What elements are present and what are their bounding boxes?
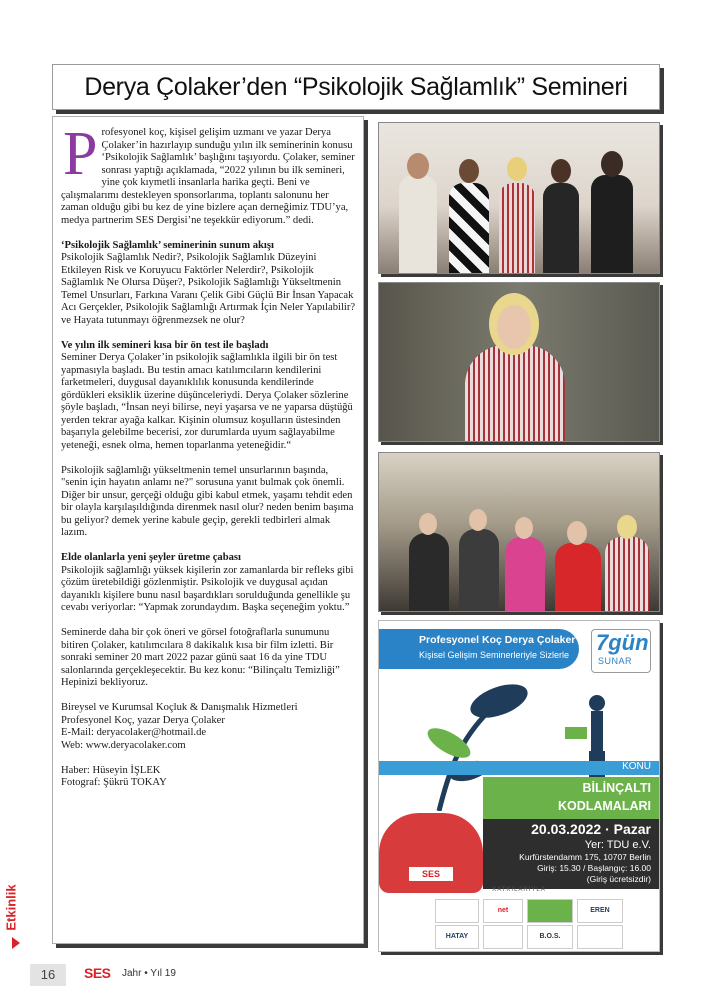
event-times: Giriş: 15.30 / Başlangıç: 16.00	[537, 863, 651, 873]
contributors-label: KATKILARIYLA	[492, 887, 546, 893]
section-sidebar	[3, 874, 30, 944]
logo-subtext: SUNAR	[598, 656, 633, 666]
ses-logo: SES	[409, 867, 453, 881]
credit-news: Haber: Hüseyin İŞLEK	[61, 764, 161, 776]
sponsor-logo	[591, 629, 651, 673]
section-elements: Psikolojik sağlamlığı yükseltmenin temel unsurlarının başında, "senin için hayatın anlamı ne?" sorusuna yanıt bulmak çok önemli. Diğer bir unsur, gerçeği olduğu gibi kabul etmek, yaşamı tehdit eden bir olayla karşılaşıldığında direnmek nasıl olur? neden benim başıma bu geliyor? demek yerine kabule geçip, gerekli tedbirleri almak lazım.	[61, 464, 354, 538]
section-heading-flow: ‘Psikolojik Sağlamlık’ seminerinin sunum akışı	[61, 239, 274, 251]
credits-block	[61, 765, 357, 790]
arrow-icon	[12, 937, 20, 949]
section-body-pretest: Seminer Derya Çolaker’in psikolojik sağlamlıkla ilgili bir ön test yapmasıyla başladı. Bu testin amacı katılımcıların kendilerini farketmeleri, duygusal dayanıklılık konusunda kendilerinde gördükleri eksiklik üzerine düşünceleriydi. Derya Çolaker sözlerine şöyle başladı, “İnsan neyi bilirse, neyi yaşarsa ve ne yaparsa düştüğü yerden tekrar ayağa kalkar. Kişinin olumsuz koşulların üstesinden başarıyla gelebilme becerisi, zor durumlarda uyum sağlayabilme yeteneği, esnek olma, hemen toparlanma yeteneğidir.“	[61, 352, 353, 451]
section-produce	[61, 552, 357, 615]
event-entry: (Giriş ücretsizdir)	[586, 874, 651, 884]
section-label: Etkinlik	[3, 884, 19, 931]
section-closing: Seminerde daha bir çok öneri ve görsel fotoğraflarla sunumunu bitiren Çolaker, katılımcılara 8 dakikalık kısa bir film izletti. Bir sonraki seminer 20 mart 2022 pazar günü saat 16 da yine TDU salonlarında gerçekleşecektir. Bu kez konu: “Bilinçaltı Temizliği” Hepinizi bekliyoruz.	[61, 627, 340, 688]
sponsor-net: net	[483, 899, 523, 923]
section-pretest	[61, 340, 357, 453]
sponsor-logo	[527, 899, 573, 923]
photo-speaker	[378, 282, 660, 442]
poster-header-subtitle: Kişisel Gelişim Seminerleriyle Sizlerle	[419, 650, 570, 660]
brain-illustration	[379, 813, 483, 893]
section-body-produce: Psikolojik sağlamlığı yüksek kişilerin zor zamanlarda bir refleks gibi çözüm üretebildiği gözlenmiştir. Psikolojik ve duygusal açıdan dayanıklı kişilere bunu nasıl başardıkları sorulduğunda genellikle şu cevabı veriyorlar: “Yapmak zorundaydım. Başka seçeneğim yoktu.”	[61, 564, 354, 613]
issue-label: Jahr • Yıl 19	[122, 968, 176, 979]
sponsor-hatay: HATAY	[435, 925, 479, 949]
contact-web: Web: www.deryacolaker.com	[61, 739, 186, 751]
sponsor-logo	[577, 925, 623, 949]
sponsor-bos: B.O.S.	[527, 925, 573, 949]
event-info	[483, 819, 659, 889]
sponsor-eren: EREN	[577, 899, 623, 923]
topic-box	[483, 777, 659, 819]
logo-text: 7gün	[596, 630, 649, 655]
article-text	[61, 120, 357, 802]
article-body-column	[52, 116, 364, 944]
poster-header-title: Profesyonel Koç Derya Çolaker	[419, 634, 576, 646]
contact-block	[61, 702, 357, 752]
sponsor-logo	[435, 899, 479, 923]
topic-line2: KODLAMALARI	[557, 799, 651, 813]
topic-label: KONU	[622, 761, 651, 772]
section-heading-produce: Elde olanlarla yeni şeyler üretme çabası	[61, 552, 241, 563]
page-number: 16	[30, 964, 66, 986]
photo-audience	[378, 452, 660, 612]
photo-group	[378, 122, 660, 274]
contact-email: E-Mail: deryacolaker@hotmail.de	[61, 727, 207, 738]
topic-line1: BİLİNÇALTI	[582, 781, 651, 795]
poster-header	[379, 629, 579, 669]
contact-line: Bireysel ve Kurumsal Koçluk & Danışmalık Hizmetleri	[61, 702, 298, 713]
event-date: 20.03.2022 · Pazar	[531, 821, 651, 837]
topic-label-bar	[379, 761, 659, 775]
intro-text: rofesyonel koç, kişisel gelişim uzmanı ve yazar Derya Çolaker’in hazırlayıp sunduğu yılın ilk seminerinin konusu ‘Psikolojik Sağlamlık’ başlığını taşıyordu. Çolaker, seminer sonrası yaptığı açıklamada, “2022 yılının bu ilk semineri, yine çok kıymetli insanlarla harika geçti. Beni ve çalışmalarımı destekleyen sponsorlarıma, toplantı salonunu her zaman olduğu gibi bu kez de yine bizlere açan derneğimiz TDU’ya, medya partnerim SES Dergisi’ne teşekkür ediyorum.” dedi.	[61, 127, 355, 226]
contact-line: Profesyonel Koç, yazar Derya Çolaker	[61, 714, 225, 726]
event-poster	[378, 620, 660, 952]
article-title-box	[52, 64, 660, 110]
event-venue: Yer: TDU e.V.	[584, 839, 651, 851]
page-footer	[30, 964, 230, 986]
section-body-flow: Psikolojik Sağlamlık Nedir?, Psikolojik Sağlamlık Düzeyini Etkileyen Risk ve Koruyucu Faktörler Nelerdir?, Psikolojik Sağlamlık Ne Olursa Düşer?, Psikolojik Sağlamlığı Yükseltmenin Temel Unsurları, Farkına Varanı Çelik Gibi Güçlü Bir İnsan Yapacak Acı Gerçekler, Psikolojik Sağlamlığı Artırmak İçin Neler Yapılabilir? ve Hayata tutunmayı öğrenmezsek ne olur?	[61, 252, 356, 326]
section-flow	[61, 240, 357, 328]
magazine-logo: SES	[84, 965, 111, 981]
section-heading-pretest: Ve yılın ilk semineri kısa bir ön test ile başladı	[61, 339, 269, 351]
article-title: Derya Çolaker’den “Psikolojik Sağlamlık” Semineri	[84, 72, 628, 101]
credit-photo: Fotograf: Şükrü TOKAY	[61, 777, 167, 788]
sponsor-logo	[483, 925, 523, 949]
intro-paragraph	[61, 120, 357, 227]
dropcap-letter: P	[63, 120, 98, 188]
event-address: Kurfürstendamm 175, 10707 Berlin	[519, 852, 651, 862]
